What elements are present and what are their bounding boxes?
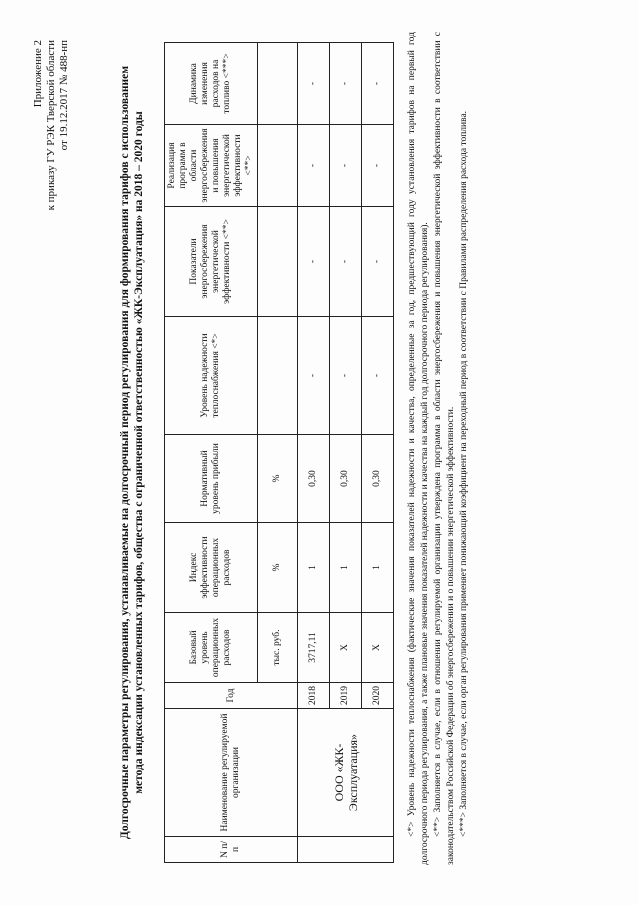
cell-index: 1 [362, 523, 394, 613]
title-line-2: метода индексации установленных тарифов, общества с ограниченной ответственностью «ЖК-Эксплуатация» на 2018 – 2020 годы [133, 111, 145, 794]
appendix-order: к приказу ГУ РЭК Тверской области [45, 40, 57, 211]
header-programs: Реализация программ в области энергосбережения и повышения энергетической эффективности <**> [165, 125, 258, 207]
document-title [118, 60, 146, 845]
cell-year: 2019 [330, 683, 362, 709]
footnote-1: <*> Уровень надежности теплоснабжения (фактические значения показателей надежности и качества, определенные за год, предшествующий году установления тарифов на первый год долгосрочного периода регулирования, а также плановые значения показателей надежности и качества на каждый год долгосрочного периода регулирования). [407, 32, 430, 865]
footnotes [406, 32, 472, 865]
cell-dynamics: - [298, 43, 330, 125]
cell-year: 2018 [298, 683, 330, 709]
header-base: Базовый уровень операционных расходов [165, 613, 258, 683]
unit-index: % [258, 523, 298, 613]
table-row [298, 43, 330, 863]
cell-profit: 0,30 [330, 435, 362, 523]
header-org: Наименование регулируемой организации [165, 709, 298, 837]
header-year: Год [165, 683, 298, 709]
cell-programs: - [362, 125, 394, 207]
header-profit: Нормативный уровень прибыли [165, 435, 258, 523]
unit-dynamics [258, 43, 298, 125]
header-dynamics: Динамика изменения расходов на топливо <***> [165, 43, 258, 125]
cell-reliability: - [298, 317, 330, 435]
header-energy: Показатели энергосбережения энергетической эффективности <**> [165, 207, 258, 317]
header-index: Индекс эффективности операционных расходов [165, 523, 258, 613]
footnote-3: <***> Заполняется в случае, если орган регулирования применяет понижающий коэффициент на переходный период в соответствии с Правилами распределения расхода топлива. [459, 110, 469, 837]
appendix-date: от 19.12.2017 № 488-нп [58, 40, 70, 151]
cell-dynamics: - [330, 43, 362, 125]
cell-num [298, 837, 394, 863]
cell-programs: - [298, 125, 330, 207]
cell-programs: - [330, 125, 362, 207]
cell-energy: - [298, 207, 330, 317]
cell-profit: 0,30 [362, 435, 394, 523]
cell-reliability: - [362, 317, 394, 435]
unit-profit: % [258, 435, 298, 523]
appendix-header [32, 40, 71, 210]
header-num: N п/п [165, 837, 298, 863]
cell-base: Х [330, 613, 362, 683]
cell-energy: - [330, 207, 362, 317]
cell-base: 3717,11 [298, 613, 330, 683]
header-reliability: Уровень надежности теплоснабжения <*> [165, 317, 258, 435]
cell-profit: 0,30 [298, 435, 330, 523]
cell-year: 2020 [362, 683, 394, 709]
cell-base: Х [362, 613, 394, 683]
cell-index: 1 [330, 523, 362, 613]
unit-base: тыс. руб. [258, 613, 298, 683]
cell-index: 1 [298, 523, 330, 613]
cell-org: ООО «ЖК-Эксплуатация» [298, 709, 394, 837]
unit-reliability [258, 317, 298, 435]
unit-energy [258, 207, 298, 317]
appendix-title: Приложение 2 [32, 40, 44, 108]
title-line-1: Долгосрочные параметры регулирования, устанавливаемые на долгосрочный период регулирования для формирования тарифов с использованием [119, 65, 131, 840]
cell-dynamics: - [362, 43, 394, 125]
unit-programs [258, 125, 298, 207]
footnote-2: <**> Заполняется в случае, если в отношении регулируемой организации утверждена программа в области энергосбережения и повышения энергетической эффективности в соответствии с законодательством Российской Федерации об энергосбережении и о повышении энергетической эффективности. [433, 32, 456, 865]
header-row [165, 43, 258, 863]
cell-energy: - [362, 207, 394, 317]
cell-reliability: - [330, 317, 362, 435]
parameters-table [164, 42, 394, 863]
